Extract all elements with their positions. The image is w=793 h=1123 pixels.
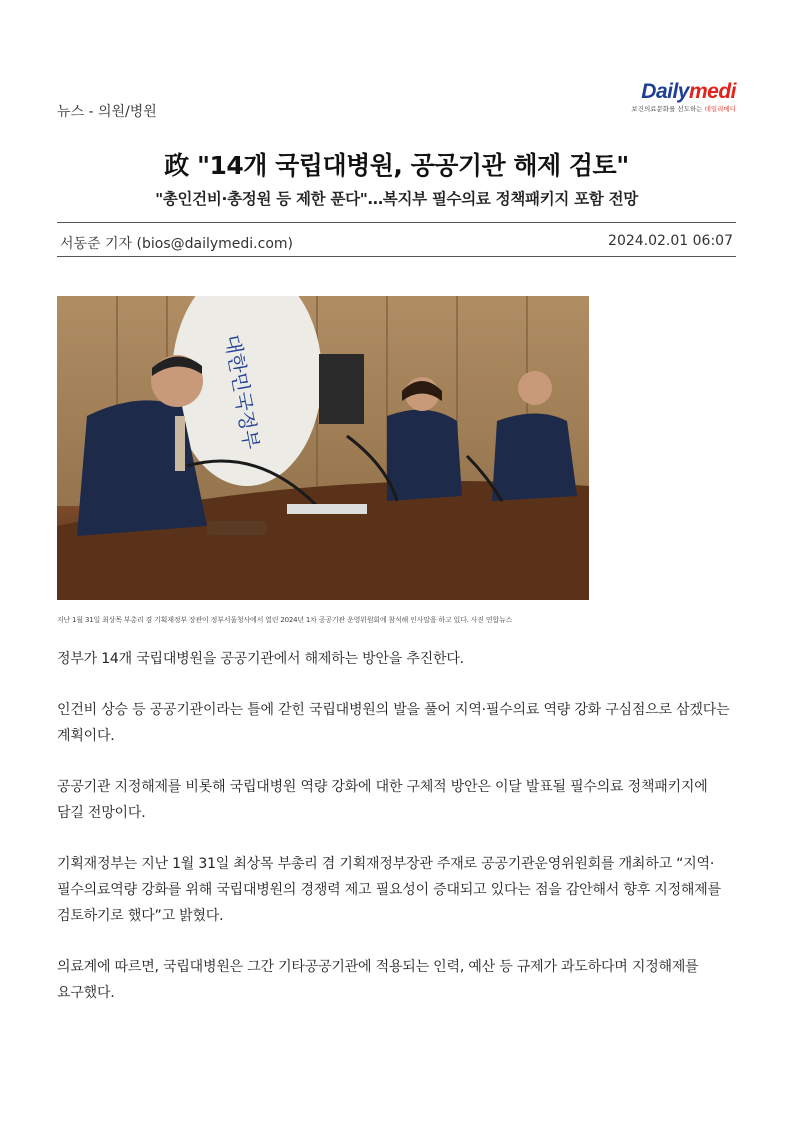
reporter-info: 서동준 기자 (bios@dailymedi.com) xyxy=(60,236,293,252)
photo-caption: 지난 1월 31일 최상목 부총리 겸 기획재정부 장관이 정부서울청사에서 열린 2024년 1차 공공기관 운영위원회에 참석해 인사말을 하고 있다. 사진 연합뉴스 xyxy=(57,616,513,624)
paragraph: 기획재정부는 지난 1월 31일 최상목 부총리 겸 기획재정부장관 주재로 공공기관운영위원회를 개최하고 “지역·필수의료역량 강화를 위해 국립대병원의 경쟁력 제고 필요성이 증대되고 있다는 점을 감안해서 향후 지정해제를 검토하기로 했다”고 밝혔다. xyxy=(57,856,721,924)
article-title: 政 "14개 국립대병원, 공공기관 해제 검토" xyxy=(164,151,629,180)
svg-text:대한민국정부: 대한민국정부 xyxy=(220,332,264,452)
dailymedi-logo[interactable] xyxy=(631,81,736,113)
paragraph: 공공기관 지정해제를 비롯해 국립대병원 역량 강화에 대한 구체적 방안은 이달 발표될 필수의료 정책패키지에 담길 전망이다. xyxy=(57,779,708,821)
paragraph: 정부가 14개 국립대병원을 공공기관에서 해제하는 방안을 추진한다. xyxy=(57,651,464,667)
category-breadcrumb[interactable]: 뉴스 - 의원/병원 xyxy=(57,104,157,120)
logo-tagline: 보건의료문화를 선도하는 xyxy=(631,105,705,113)
logo-daily-text: Daily xyxy=(641,80,689,103)
article-photo xyxy=(57,296,589,600)
paragraph: 인건비 상승 등 공공기관이라는 틀에 갇힌 국립대병원의 발을 풀어 지역·필수의료 역량 강화 구심점으로 삼겠다는 계획이다. xyxy=(57,702,730,744)
article-body xyxy=(57,646,737,1031)
logo-tagline-brand: 데일리메디 xyxy=(704,105,736,113)
logo-medi-text: medi xyxy=(688,80,736,103)
byline xyxy=(57,222,736,257)
article-subtitle: "총인건비·총정원 등 제한 푼다"…복지부 필수의료 정책패키지 포함 전망 xyxy=(155,190,638,208)
publish-date: 2024.02.01 06:07 xyxy=(608,233,733,249)
paragraph: 의료계에 따르면, 국립대병원은 그간 기타공공기관에 적용되는 인력, 예산 등 규제가 과도하다며 지정해제를 요구했다. xyxy=(57,959,699,1001)
page-header xyxy=(57,80,736,127)
